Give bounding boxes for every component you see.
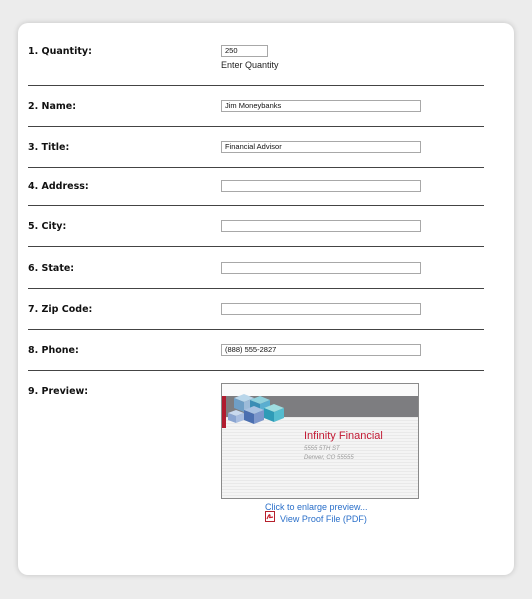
cube-logo-icon — [228, 392, 292, 426]
card-red-accent — [222, 396, 226, 428]
quantity-hint: Enter Quantity — [221, 60, 279, 70]
name-input[interactable]: Jim Moneybanks — [221, 100, 421, 112]
state-input[interactable] — [221, 262, 421, 274]
name-label: 2. Name: — [28, 101, 77, 112]
preview-label: 9. Preview: — [28, 386, 89, 397]
city-row — [28, 206, 484, 247]
zip-label: 7. Zip Code: — [28, 304, 93, 315]
quantity-row — [28, 23, 484, 86]
state-row — [28, 247, 484, 289]
order-form-card — [18, 23, 514, 575]
city-input[interactable] — [221, 220, 421, 232]
zip-input[interactable] — [221, 303, 421, 315]
preview-row — [28, 378, 484, 568]
card-address-line2: Denver, CO 55555 — [304, 455, 354, 461]
name-row — [28, 86, 484, 127]
view-proof-pdf-link[interactable]: View Proof File (PDF) — [280, 514, 367, 524]
title-row — [28, 127, 484, 168]
state-label: 6. State: — [28, 263, 75, 274]
quantity-input[interactable]: 250 — [221, 45, 268, 57]
card-address-line1: 5555 5TH ST — [304, 446, 340, 452]
title-label: 3. Title: — [28, 142, 70, 153]
zip-row — [28, 289, 484, 330]
address-input[interactable] — [221, 180, 421, 192]
pdf-file-icon[interactable] — [265, 511, 275, 522]
quantity-label: 1. Quantity: — [28, 46, 92, 57]
title-input[interactable]: Financial Advisor — [221, 141, 421, 153]
phone-label: 8. Phone: — [28, 345, 79, 356]
address-row — [28, 168, 484, 206]
phone-input[interactable]: (888) 555-2827 — [221, 344, 421, 356]
business-card-preview[interactable] — [221, 383, 419, 499]
address-label: 4. Address: — [28, 181, 89, 192]
phone-row — [28, 330, 484, 371]
enlarge-preview-link[interactable]: Click to enlarge preview... — [265, 502, 368, 512]
city-label: 5. City: — [28, 221, 67, 232]
card-company-name: Infinity Financial — [304, 430, 383, 442]
